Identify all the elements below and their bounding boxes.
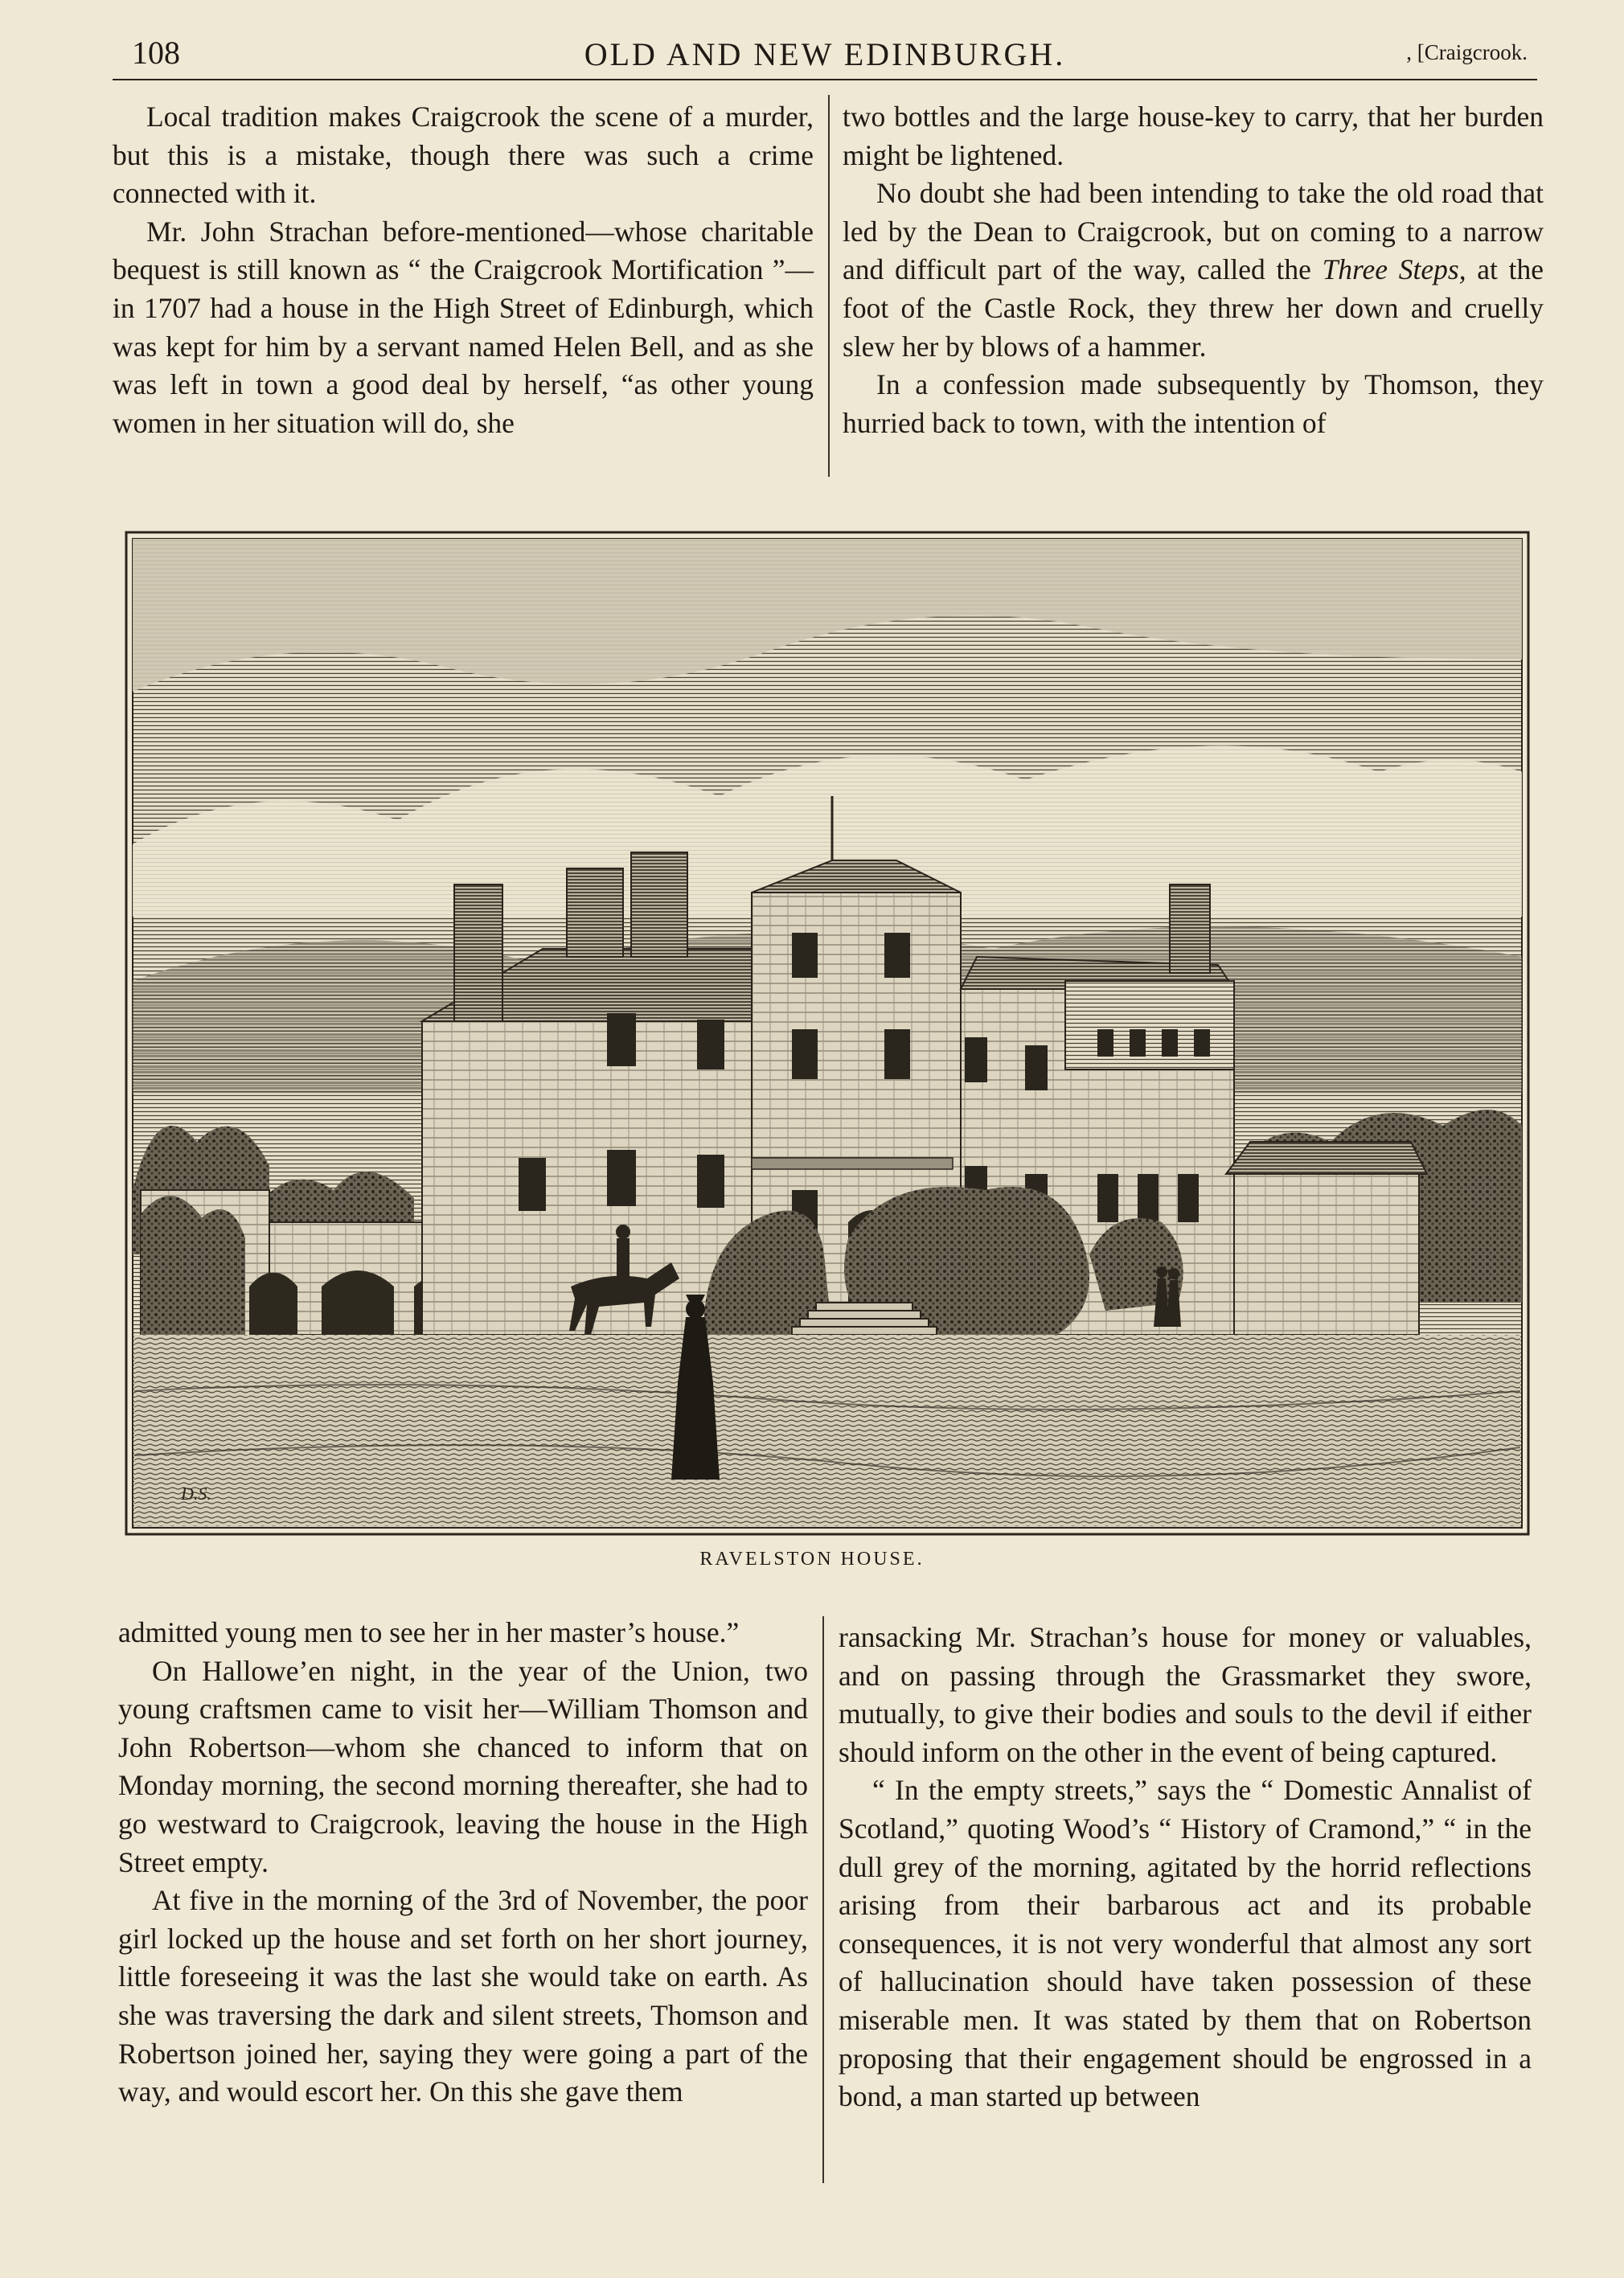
engraving-image <box>125 531 1530 1536</box>
top-right-column <box>843 98 1544 442</box>
paragraph: Local tradition makes Craigcrook the scene of a murder, but this is a mistake, though there was such a crime connected with it. <box>113 101 814 210</box>
paragraph: admitted young men to see her in her master’s house.” <box>118 1616 740 1648</box>
engraver-mark: D.S. <box>181 1484 211 1504</box>
paragraph: At five in the morning of the 3rd of November, the poor girl locked up the house and set forth on her short journey, little foreseeing it was the last she would take on earth. As she was traversing the dark and silent streets, Thomson and Robertson joined her, saying they were going a part of the way, and would escort her. On this she gave them <box>118 1884 808 2108</box>
column-rule <box>828 95 830 477</box>
page-header <box>113 32 1537 80</box>
ravelston-house-engraving <box>125 531 1530 1536</box>
page-number: 108 <box>132 35 180 71</box>
paragraph <box>843 174 1544 366</box>
section-tag: , [Craigcrook. <box>1406 40 1528 64</box>
bottom-left-column <box>118 1614 808 2112</box>
paragraph: “ In the empty streets,” says the “ Domestic Annalist of Scotland,” quoting Wood’s “ History of Cramond,” “ in the dull grey of the morning, agitated by the horrid reflections arising from their barbarous act and its probable consequences, it is not very wonderful that almost any sort of hallucination should have taken possession of these miserable men. It was stated by them that on Robertson proposing that their engagement should be engrossed in a bond, a man started up between <box>839 1774 1532 2113</box>
running-title: OLD AND NEW EDINBURGH. <box>584 36 1066 72</box>
column-rule <box>822 1616 824 2183</box>
italic-place-name: Three Steps, <box>1322 253 1466 286</box>
bottom-right-column <box>839 1619 1532 2116</box>
paragraph: In a confession made subsequently by Thomson, they hurried back to town, with the intention of <box>843 368 1544 439</box>
text-run: No doubt she had been intending to take the old road that led by the Dean to Craigcrook, but on coming to a narrow and difficult part of the way, called the <box>843 177 1544 286</box>
top-left-column <box>113 98 814 442</box>
illustration-caption: RAVELSTON HOUSE. <box>699 1549 925 1570</box>
paragraph: Mr. John Strachan before-mentioned—whose charitable bequest is still known as “ the Craigcrook Mortification ”—in 1707 had a house in the High Street of Edinburgh, which was kept for him by a servant named Helen Bell, and as she was left in town a good deal by herself, “as other young women in her situation will do, she <box>113 215 814 439</box>
paragraph: ransacking Mr. Strachan’s house for money or valuables, and on passing through the Grassmarket they swore, mutually, to give their bodies and souls to the devil if either should inform on the other in the event of being captured. <box>839 1621 1532 1768</box>
text-run: at the foot of the Castle Rock, they threw her down and cruelly slew her by blows of a hammer. <box>843 253 1544 363</box>
paragraph: On Hallowe’en night, in the year of the Union, two young craftsmen came to visit her—William Thomson and John Robertson—whom she chanced to inform that on Monday morning, the second morning thereafter, she had to go westward to Craigcrook, leaving the house in the High Street empty. <box>118 1654 808 1878</box>
paragraph: two bottles and the large house-key to carry, that her burden might be lightened. <box>843 101 1544 171</box>
